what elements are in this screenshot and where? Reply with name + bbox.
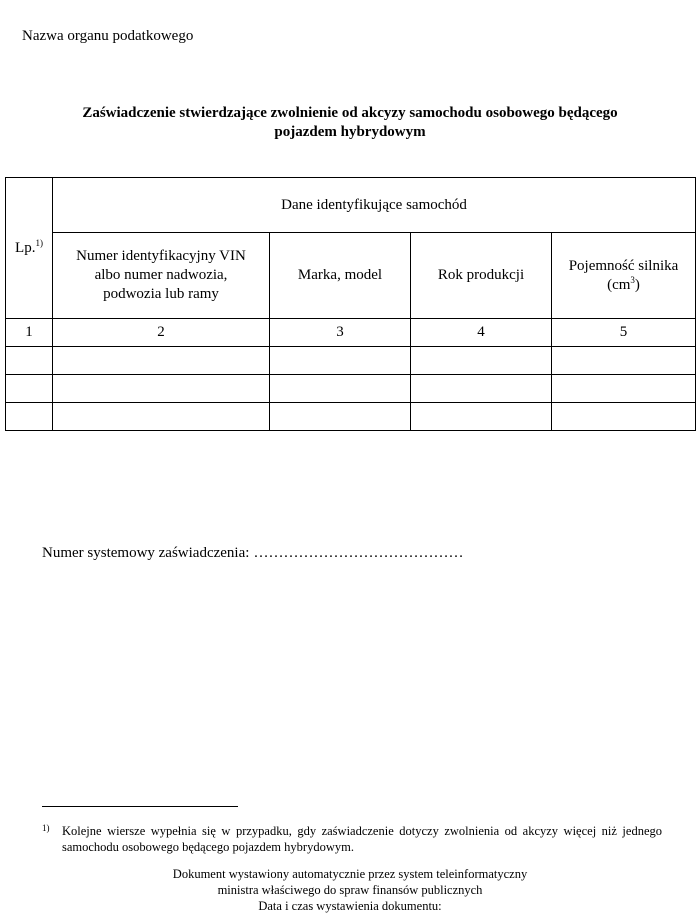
vin-header-line: podwozia lub ramy — [103, 286, 219, 302]
table-cell[interactable] — [411, 347, 552, 375]
footnote-text: Kolejne wiersze wypełnia się w przypadku, gdy zaświadczenie dotyczy zwolnienia od akcyzy więcej niż jednego samochodu osobowego będącego pojazdem hybrydowym. — [62, 824, 662, 854]
lp-header — [6, 178, 53, 319]
make-model-column-header: Marka, model — [270, 233, 411, 319]
column-number-row — [6, 319, 696, 347]
table-cell[interactable] — [6, 403, 53, 431]
column-number-cell: 1 — [6, 319, 53, 347]
table-cell[interactable] — [53, 347, 270, 375]
table-cell[interactable] — [552, 347, 696, 375]
column-number-cell: 5 — [552, 319, 696, 347]
column-number-cell: 3 — [270, 319, 411, 347]
vin-column-header — [53, 233, 270, 319]
table-cell[interactable] — [552, 375, 696, 403]
table-cell[interactable] — [6, 375, 53, 403]
table-cell[interactable] — [270, 347, 411, 375]
engine-capacity-unit: $(cm^3)$ — [607, 274, 640, 293]
table-row — [6, 403, 696, 431]
table-row — [6, 347, 696, 375]
table-cell[interactable] — [6, 347, 53, 375]
footnote — [42, 823, 662, 855]
vehicle-identification-table — [5, 177, 696, 431]
table-cell[interactable] — [53, 375, 270, 403]
production-year-column-header: Rok produkcji — [411, 233, 552, 319]
vin-header-line: Numer identyfikacyjny VIN — [76, 248, 246, 264]
table-cell[interactable] — [270, 375, 411, 403]
table-cell[interactable] — [552, 403, 696, 431]
table-cell[interactable] — [270, 403, 411, 431]
document-title — [40, 104, 660, 142]
issuer-line-1: Dokument wystawiony automatycznie przez system teleinformatyczny — [172, 867, 528, 881]
issue-datetime-label: Data i czas wystawienia dokumentu: — [258, 899, 442, 913]
lp-footnote-ref: 1) — [35, 237, 43, 248]
issuer-note — [100, 866, 600, 914]
system-number-line — [42, 545, 463, 562]
table-cell[interactable] — [411, 403, 552, 431]
engine-capacity-column-header — [552, 233, 696, 319]
column-number-cell: 2 — [53, 319, 270, 347]
table-cell[interactable] — [411, 375, 552, 403]
title-line-1: Zaświadczenie stwierdzające zwolnienie od akcyzy samochodu osobowego będącego — [82, 105, 618, 121]
footnote-marker: 1) — [42, 823, 50, 833]
vin-header-line: albo numer nadwozia, — [94, 267, 228, 283]
footnote-divider — [42, 806, 238, 807]
tax-authority-name-label: Nazwa organu podatkowego — [22, 28, 194, 44]
engine-capacity-label: Pojemność silnika — [568, 257, 679, 274]
lp-header-label: Lp. — [15, 239, 36, 256]
system-number-label: Numer systemowy zaświadczenia: — [42, 545, 250, 561]
system-number-placeholder[interactable]: …………………………………… — [253, 545, 464, 561]
table-row — [6, 375, 696, 403]
column-number-cell: 4 — [411, 319, 552, 347]
issuer-line-2: ministra właściwego do spraw finansów publicznych — [217, 883, 483, 897]
table-cell[interactable] — [53, 403, 270, 431]
title-line-2: pojazdem hybrydowym — [274, 124, 426, 140]
group-header-vehicle-data: Dane identyfikujące samochód — [53, 178, 696, 233]
